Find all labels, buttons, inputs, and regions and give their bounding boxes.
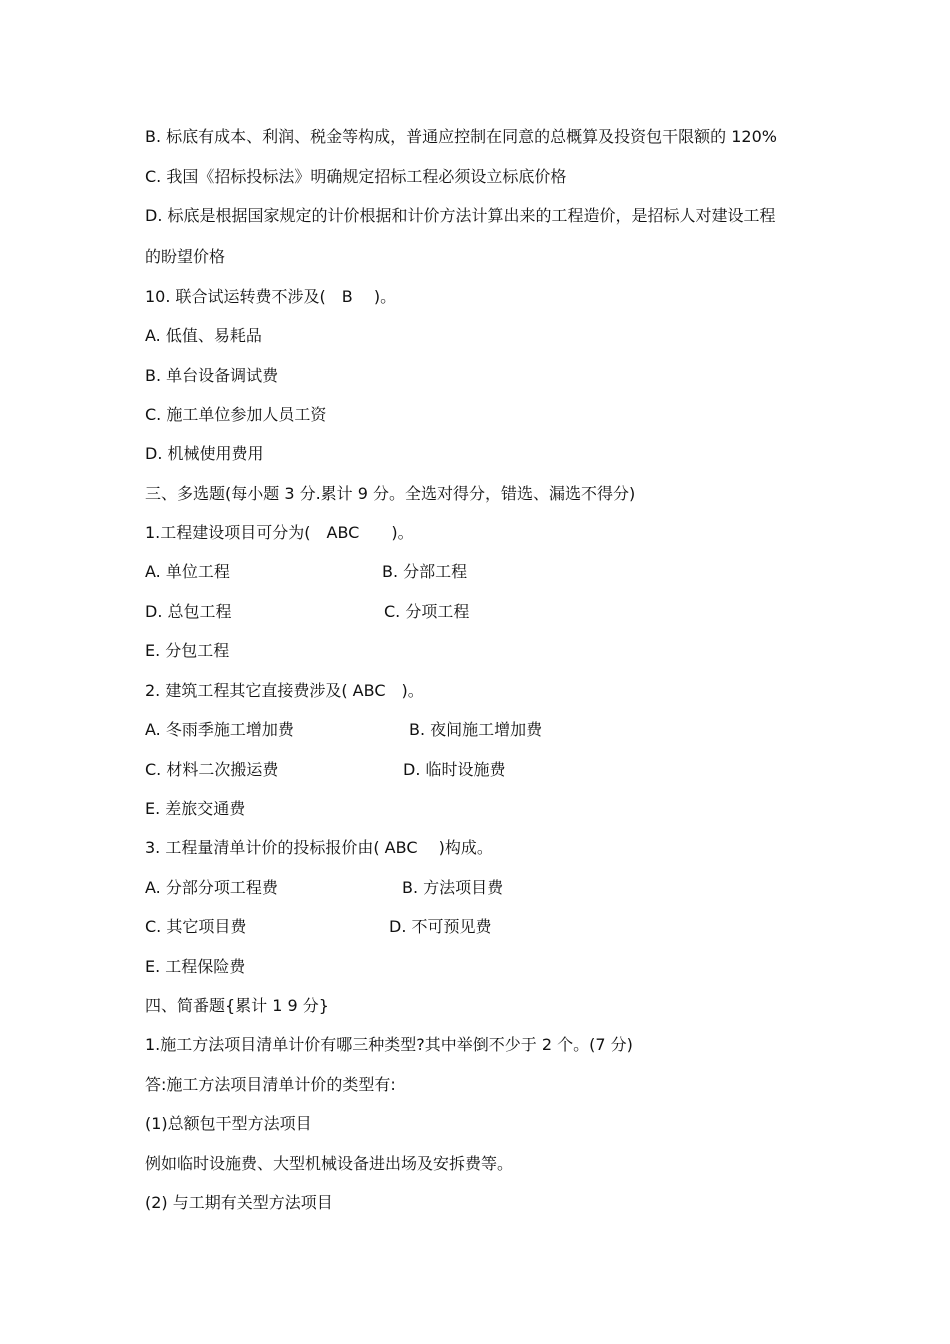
text-line: 的盼望价格 xyxy=(145,247,226,266)
answer-line: 例如临时设施费、大型机械设备进出场及安拆费等。 xyxy=(145,1154,514,1173)
option-line: C. 其它项目费 xyxy=(145,917,247,936)
option-line: B. 方法项目费 xyxy=(402,878,504,897)
option-line: A. 分部分项工程费 xyxy=(145,878,278,897)
option-line: E. 工程保险费 xyxy=(145,957,246,976)
option-line: D. 机械使用费用 xyxy=(145,444,264,463)
option-line: E. 差旅交通费 xyxy=(145,799,246,818)
option-line: A. 冬雨季施工增加费 xyxy=(145,720,294,739)
option-line: C. 材料二次搬运费 xyxy=(145,760,279,779)
option-line: C. 施工单位参加人员工资 xyxy=(145,405,327,424)
question-line: 2. 建筑工程其它直接费涉及( ABC )。 xyxy=(145,681,424,700)
option-line: B. 单台设备调试费 xyxy=(145,366,279,385)
section-heading: 四、简番题{累计 1 9 分} xyxy=(145,996,329,1015)
question-line: 10. 联合试运转费不涉及( B )。 xyxy=(145,287,397,306)
option-line: E. 分包工程 xyxy=(145,641,230,660)
question-line: 3. 工程量清单计价的投标报价由( ABC )构成。 xyxy=(145,838,493,857)
option-line: D. 总包工程 xyxy=(145,602,232,621)
question-line: 1.工程建设项目可分为( ABC )。 xyxy=(145,523,414,542)
question-line: 1.施工方法项目清单计价有哪三种类型?其中举倒不少于 2 个。(7 分) xyxy=(145,1035,633,1054)
section-heading: 三、多选题(每小题 3 分.累计 9 分。全选对得分，错选、漏选不得分) xyxy=(145,484,636,503)
answer-line: 答:施工方法项目清单计价的类型有: xyxy=(145,1075,396,1094)
option-line: D. 临时设施费 xyxy=(403,760,506,779)
answer-line: (2) 与工期有关型方法项目 xyxy=(145,1193,333,1212)
text-line: C. 我国《招标投标法》明确规定招标工程必须设立标底价格 xyxy=(145,167,567,186)
option-line: B. 夜间施工增加费 xyxy=(409,720,543,739)
option-line: A. 低值、易耗品 xyxy=(145,326,262,345)
text-line: B. 标底有成本、利润、税金等构成，普通应控制在同意的总概算及投资包干限额的 120% xyxy=(145,127,777,146)
answer-line: (1)总额包干型方法项目 xyxy=(145,1114,312,1133)
option-line: B. 分部工程 xyxy=(382,562,468,581)
option-line: D. 不可预见费 xyxy=(389,917,492,936)
text-line: D. 标底是根据国家规定的计价根据和计价方法计算出来的工程造价，是招标人对建设工程 xyxy=(145,206,776,225)
option-line: C. 分项工程 xyxy=(384,602,470,621)
option-line: A. 单位工程 xyxy=(145,562,230,581)
